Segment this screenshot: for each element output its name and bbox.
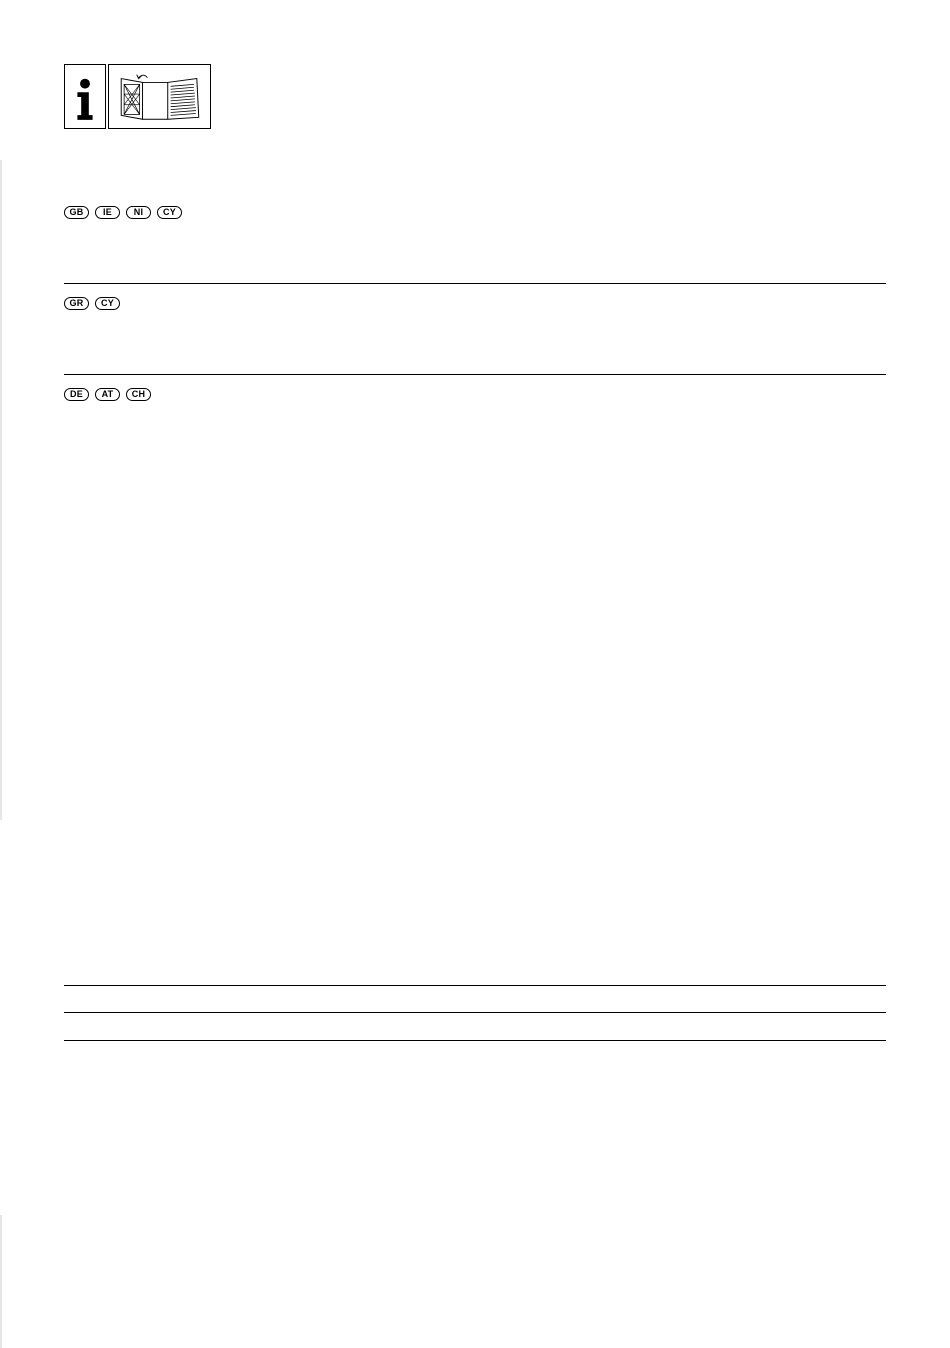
page-edge-mark xyxy=(0,1215,2,1348)
country-badge: IE xyxy=(95,206,120,219)
info-icon xyxy=(64,64,106,129)
fold-out-page-icon xyxy=(108,64,211,129)
country-badge: AT xyxy=(95,388,120,401)
country-badge: DE xyxy=(64,388,89,401)
country-badge: GB xyxy=(64,206,89,219)
section-divider xyxy=(64,985,886,986)
page-edge-mark xyxy=(0,160,2,820)
country-badge: CY xyxy=(95,297,120,310)
country-codes-group xyxy=(64,206,182,219)
country-badge: GR xyxy=(64,297,89,310)
country-badge: CH xyxy=(126,388,151,401)
section-divider xyxy=(64,1040,886,1041)
section-divider xyxy=(64,1012,886,1013)
country-codes-group xyxy=(64,388,151,401)
country-codes-group xyxy=(64,297,120,310)
section-divider xyxy=(64,283,886,284)
country-badge: NI xyxy=(126,206,151,219)
country-badge: CY xyxy=(157,206,182,219)
section-divider xyxy=(64,374,886,375)
